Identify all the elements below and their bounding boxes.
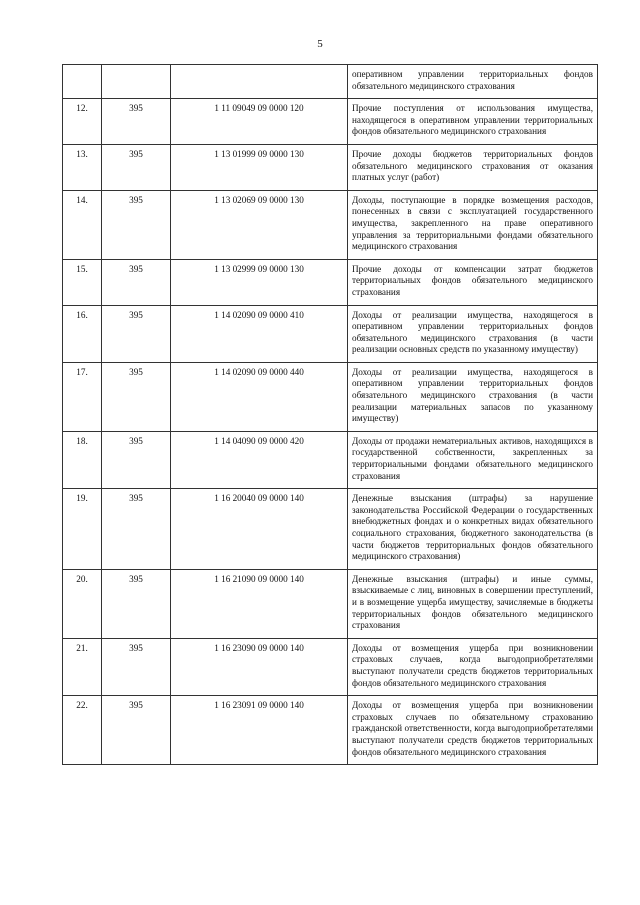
- admin-code-cell: [102, 65, 171, 99]
- revenue-description-cell: Прочие доходы от компенсации затрат бюджетов территориальных фондов обязательного медицинского страхования: [348, 259, 598, 305]
- admin-code-cell: 395: [102, 431, 171, 488]
- revenue-code-cell: 1 16 23090 09 0000 140: [171, 638, 348, 695]
- admin-code-cell: 395: [102, 696, 171, 765]
- table-row: [63, 489, 598, 570]
- table-row: [63, 190, 598, 259]
- revenue-code-cell: [171, 65, 348, 99]
- row-number-cell: 19.: [63, 489, 102, 570]
- admin-code-cell: 395: [102, 190, 171, 259]
- table-row: [63, 99, 598, 145]
- income-codes-table: [62, 64, 598, 765]
- revenue-code-cell: 1 16 20040 09 0000 140: [171, 489, 348, 570]
- revenue-code-cell: 1 13 01999 09 0000 130: [171, 144, 348, 190]
- table-body: [63, 65, 598, 765]
- admin-code-cell: 395: [102, 99, 171, 145]
- revenue-description-cell: Доходы от возмещения ущерба при возникновении страховых случаев по обязательному страхованию гражданской ответственности, когда выгодоприобретателями выступают получатели средств бюджетов территориальных фондов обязательного медицинского страхования: [348, 696, 598, 765]
- row-number-cell: 16.: [63, 305, 102, 362]
- row-number-cell: [63, 65, 102, 99]
- revenue-description-cell: Прочие доходы бюджетов территориальных фондов обязательного медицинского страхования от оказания платных услуг (работ): [348, 144, 598, 190]
- row-number-cell: 18.: [63, 431, 102, 488]
- admin-code-cell: 395: [102, 259, 171, 305]
- revenue-code-cell: 1 16 23091 09 0000 140: [171, 696, 348, 765]
- admin-code-cell: 395: [102, 362, 171, 431]
- admin-code-cell: 395: [102, 305, 171, 362]
- admin-code-cell: 395: [102, 569, 171, 638]
- row-number-cell: 15.: [63, 259, 102, 305]
- table-row: [63, 305, 598, 362]
- table-row: [63, 362, 598, 431]
- admin-code-cell: 395: [102, 489, 171, 570]
- table-row: [63, 65, 598, 99]
- row-number-cell: 22.: [63, 696, 102, 765]
- table-row: [63, 638, 598, 695]
- table-row: [63, 569, 598, 638]
- revenue-description-cell: Денежные взыскания (штрафы) и иные суммы, взыскиваемые с лиц, виновных в совершении преступлений, и в возмещение ущерба имуществу, зачисляемые в бюджеты территориальных фондов обязательного медицинского страхования: [348, 569, 598, 638]
- table-row: [63, 259, 598, 305]
- table-row: [63, 144, 598, 190]
- row-number-cell: 20.: [63, 569, 102, 638]
- revenue-description-cell: Доходы от реализации имущества, находящегося в оперативном управлении территориальных фондов обязательного медицинского страхования (в части реализации материальных запасов по указанному имуществу): [348, 362, 598, 431]
- row-number-cell: 21.: [63, 638, 102, 695]
- revenue-description-cell: оперативном управлении территориальных фондов обязательного медицинского страхования: [348, 65, 598, 99]
- row-number-cell: 17.: [63, 362, 102, 431]
- revenue-description-cell: Доходы, поступающие в порядке возмещения расходов, понесенных в связи с эксплуатацией государственного имущества, закрепленного на праве оперативного управления за территориальными фондами обязательного медицинского страхования: [348, 190, 598, 259]
- revenue-description-cell: Доходы от возмещения ущерба при возникновении страховых случаев, когда выгодоприобретателями выступают получатели средств бюджетов территориальных фондов обязательного медицинского страхования: [348, 638, 598, 695]
- table-row: [63, 431, 598, 488]
- revenue-description-cell: Доходы от продажи нематериальных активов, находящихся в государственной собственности, закрепленных за территориальными фондами обязательного медицинского страхования: [348, 431, 598, 488]
- revenue-description-cell: Доходы от реализации имущества, находящегося в оперативном управлении территориальных фондов обязательного медицинского страхования (в части реализации основных средств по указанному имуществу): [348, 305, 598, 362]
- row-number-cell: 14.: [63, 190, 102, 259]
- admin-code-cell: 395: [102, 638, 171, 695]
- admin-code-cell: 395: [102, 144, 171, 190]
- revenue-code-cell: 1 13 02999 09 0000 130: [171, 259, 348, 305]
- revenue-description-cell: Денежные взыскания (штрафы) за нарушение законодательства Российской Федерации о государственных внебюджетных фондах и о конкретных видах обязательного социального страхования, бюджетного законодательства (в части бюджетов территориальных фондов обязательного медицинского страхования): [348, 489, 598, 570]
- revenue-code-cell: 1 11 09049 09 0000 120: [171, 99, 348, 145]
- revenue-code-cell: 1 16 21090 09 0000 140: [171, 569, 348, 638]
- revenue-description-cell: Прочие поступления от использования имущества, находящегося в оперативном управлении территориальных фондов обязательного медицинского страхования: [348, 99, 598, 145]
- row-number-cell: 12.: [63, 99, 102, 145]
- revenue-code-cell: 1 13 02069 09 0000 130: [171, 190, 348, 259]
- revenue-code-cell: 1 14 02090 09 0000 410: [171, 305, 348, 362]
- revenue-code-cell: 1 14 04090 09 0000 420: [171, 431, 348, 488]
- page-number: 5: [317, 38, 323, 50]
- revenue-code-cell: 1 14 02090 09 0000 440: [171, 362, 348, 431]
- row-number-cell: 13.: [63, 144, 102, 190]
- table-row: [63, 696, 598, 765]
